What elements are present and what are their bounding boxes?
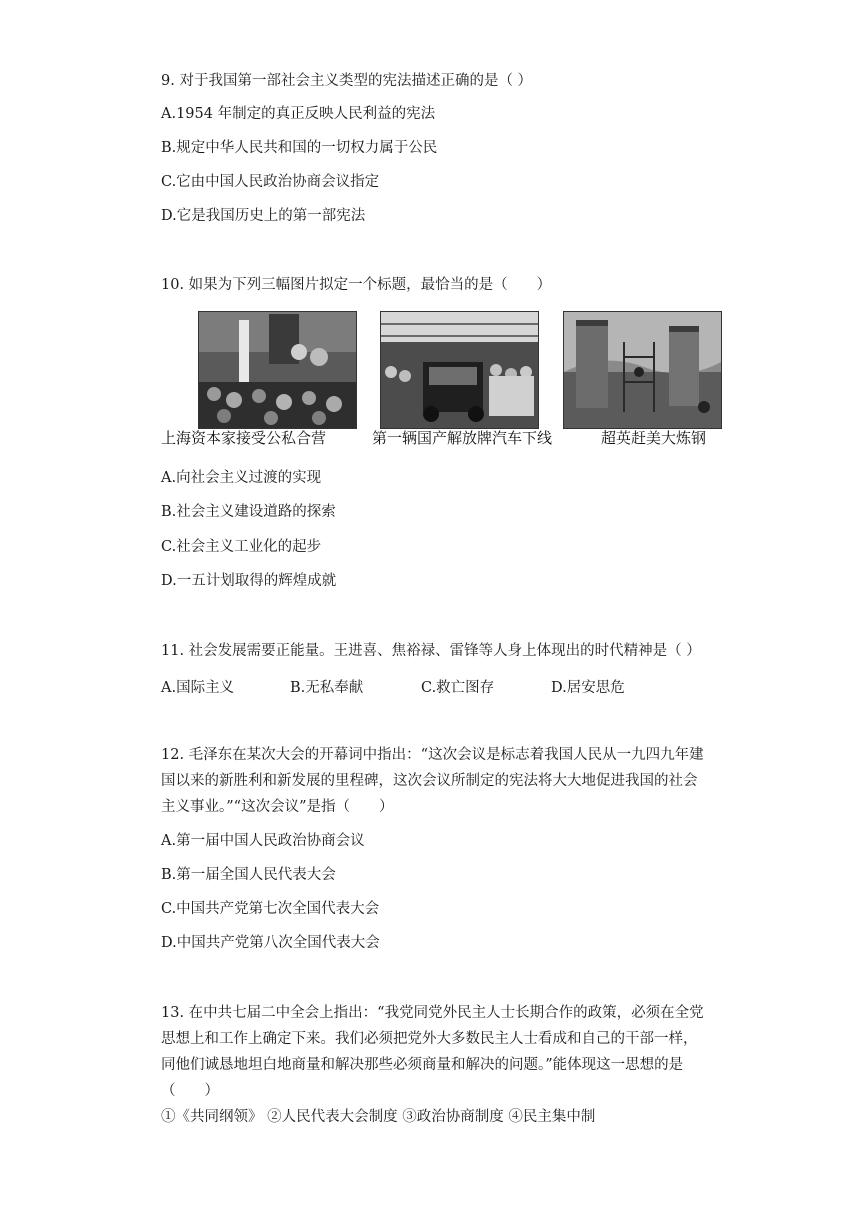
q10-stem: 10. 如果为下列三幅图片拟定一个标题，最恰当的是（ ） — [161, 277, 552, 293]
q13-items: ①《共同纲领》 ②人民代表大会制度 ③政治协商制度 ④民主集中制 — [161, 1109, 596, 1125]
q13-stem-line-1: 13. 在中共七届二中全会上指出：“我党同党外民主人士长期合作的政策，必须在全党 — [161, 1005, 704, 1021]
q11-option-b: B.无私奉献 — [290, 680, 364, 696]
q11-option-a: A.国际主义 — [161, 680, 235, 696]
q13-stem-line-4: （ ） — [161, 1083, 219, 1099]
q12-option-a: A.第一届中国人民政治协商会议 — [161, 833, 365, 849]
q9-option-b: B.规定中华人民共和国的一切权力属于公民 — [161, 140, 438, 156]
q10-option-c: C.社会主义工业化的起步 — [161, 539, 322, 555]
caption-jiefang-truck: 第一辆国产解放牌汽车下线 — [372, 429, 553, 447]
q12-stem-line-2: 国以来的新胜利和新发展的里程碑，这次会议所制定的宪法将大大地促进我国的社会 — [161, 773, 698, 789]
q13-stem-line-3: 同他们诚恳地坦白地商量和解决那些必须商量和解决的问题。”能体现这一思想的是 — [161, 1057, 684, 1073]
photo-public-private-partnership — [198, 311, 357, 429]
q11-options — [161, 676, 721, 696]
q12-option-d: D.中国共产党第八次全国代表大会 — [161, 935, 380, 951]
q12-stem-line-1: 12. 毛泽东在某次大会的开幕词中指出：“这次会议是标志着我国人民从一九四九年建 — [161, 747, 704, 763]
q9-option-d: D.它是我国历史上的第一部宪法 — [161, 208, 366, 224]
q9-stem: 9. 对于我国第一部社会主义类型的宪法描述正确的是（ ） — [161, 73, 533, 89]
q10-option-d: D.一五计划取得的辉煌成就 — [161, 573, 337, 589]
q11-option-c: C.救亡图存 — [421, 680, 495, 696]
q10-option-a: A.向社会主义过渡的实现 — [161, 470, 322, 486]
q12-option-c: C.中国共产党第七次全国代表大会 — [161, 901, 380, 917]
q9-option-a: A.1954 年制定的真正反映人民利益的宪法 — [161, 106, 436, 122]
q10-option-b: B.社会主义建设道路的探索 — [161, 504, 336, 520]
q11-stem: 11. 社会发展需要正能量。王进喜、焦裕禄、雷锋等人身上体现出的时代精神是（ ） — [161, 643, 701, 659]
photo-jiefang-truck — [380, 311, 539, 429]
q11-option-d: D.居安思危 — [551, 680, 625, 696]
q9-option-c: C.它由中国人民政治协商会议指定 — [161, 174, 380, 190]
caption-public-private-partnership: 上海资本家接受公私合营 — [161, 429, 327, 447]
q13-stem-line-2: 思想上和工作上确定下来。我们必须把党外大多数民主人士看成和自己的干部一样， — [161, 1031, 698, 1047]
caption-steel-furnaces: 超英赶美大炼钢 — [601, 429, 707, 447]
photo-steel-furnaces — [563, 311, 722, 429]
q12-stem-line-3: 主义事业。”“这次会议”是指（ ） — [161, 799, 394, 815]
q12-option-b: B.第一届全国人民代表大会 — [161, 867, 336, 883]
